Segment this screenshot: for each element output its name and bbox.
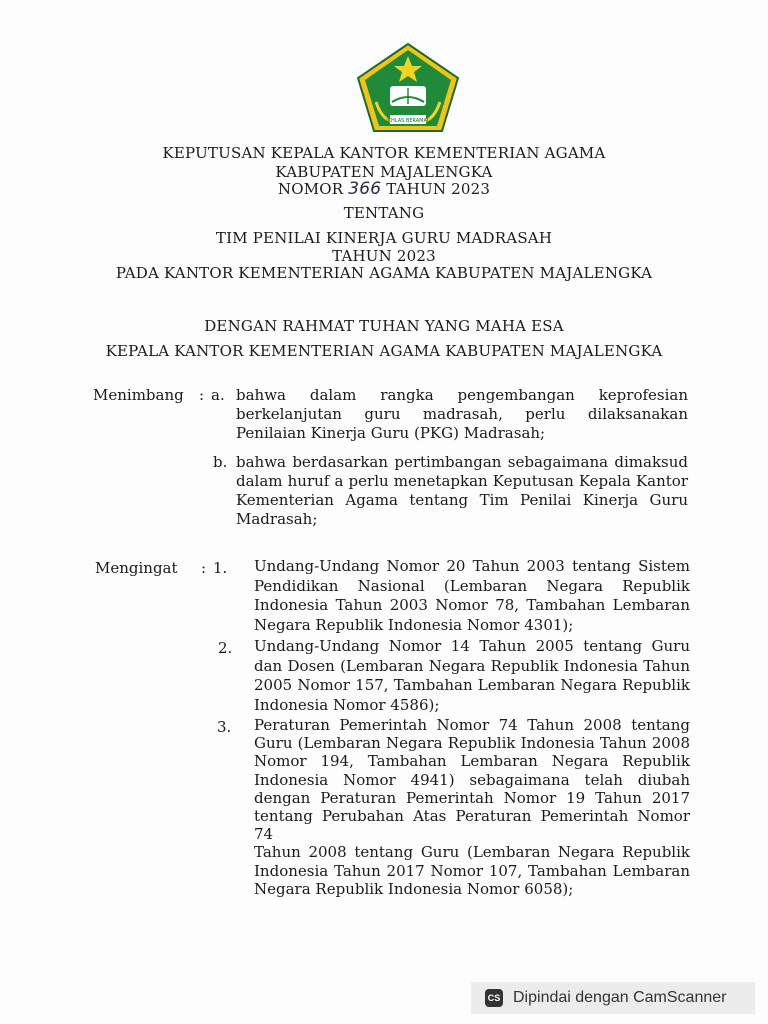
text-line: Indonesia Tahun 2017 Nomor 107, Tambahan Lembaran <box>254 861 690 880</box>
menimbang-marker-a: a. <box>211 386 225 404</box>
text-line: bahwa berdasarkan pertimbangan sebagaimana dimaksud <box>236 453 688 471</box>
kemenag-emblem-icon <box>354 42 462 134</box>
title-line-3: PADA KANTOR KEMENTERIAN AGAMA KABUPATEN MAJALENGKA <box>115 264 653 282</box>
logo-banner-text: IKHLAS BERAMAL <box>386 118 430 124</box>
text-line: Penilaian Kinerja Guru (PKG) Madrasah; <box>236 424 546 442</box>
text-line: Negara Republik Indonesia Nomor 6058); <box>254 879 574 898</box>
mengingat-colon: : <box>201 559 207 577</box>
text-line: berkelanjutan guru madrasah, perlu dilaksanakan <box>236 405 688 423</box>
nomor-line <box>0 179 768 199</box>
text-line: Negara Republik Indonesia Nomor 4301); <box>254 615 574 634</box>
text-line: Indonesia Nomor 4941) sebagaimana telah diubah <box>254 770 690 789</box>
heading-line-2: KABUPATEN MAJALENGKA <box>275 163 493 181</box>
text-line: Indonesia Nomor 4586); <box>254 695 440 714</box>
mengingat-marker-3: 3. <box>217 718 232 736</box>
menimbang-item-b <box>236 453 688 529</box>
tentang-heading: TENTANG <box>343 204 425 222</box>
kepala-line: KEPALA KANTOR KEMENTERIAN AGAMA KABUPATEN MAJALENGKA <box>105 342 663 360</box>
rahmat-line: DENGAN RAHMAT TUHAN YANG MAHA ESA <box>204 317 564 335</box>
nomor-handwritten: 366 <box>348 179 382 199</box>
text-line: Nomor 194, Tambahan Lembaran Negara Republik <box>254 752 690 771</box>
text-line: dan Dosen (Lembaran Negara Republik Indonesia Tahun <box>254 656 690 675</box>
text-line: Peraturan Pemerintah Nomor 74 Tahun 2008 tentang <box>254 716 690 734</box>
camscanner-icon: CS <box>485 989 503 1007</box>
mengingat-label: Mengingat <box>95 559 178 577</box>
menimbang-colon: : <box>199 386 205 404</box>
menimbang-label: Menimbang <box>93 386 184 404</box>
text-line: Tahun 2008 tentang Guru (Lembaran Negara Republik <box>254 843 690 862</box>
text-line: dalam huruf a perlu menetapkan Keputusan Kepala Kantor <box>236 472 688 490</box>
text-line: Undang-Undang Nomor 20 Tahun 2003 tentang Sistem <box>254 557 690 575</box>
title-line-2: TAHUN 2023 <box>332 247 436 265</box>
menimbang-item-a <box>236 386 688 443</box>
mengingat-item-2 <box>254 637 690 715</box>
text-line: Indonesia Tahun 2003 Nomor 78, Tambahan Lembaran <box>254 596 690 614</box>
text-line: Undang-Undang Nomor 14 Tahun 2005 tentang Guru <box>254 637 690 655</box>
text-line: bahwa dalam rangka pengembangan keprofesian <box>236 386 688 404</box>
text-line: 2005 Nomor 157, Tambahan Lembaran Negara Republik <box>254 676 690 694</box>
menimbang-marker-b: b. <box>213 453 228 471</box>
camscanner-watermark <box>471 982 755 1014</box>
mengingat-item-1 <box>254 557 690 635</box>
mengingat-item-3 <box>254 716 690 898</box>
camscanner-label: Dipindai dengan CamScanner <box>513 989 727 1006</box>
text-line: dengan Peraturan Pemerintah Nomor 19 Tahun 2017 <box>254 788 690 807</box>
text-line: Kementerian Agama tentang Tim Penilai Kinerja Guru <box>236 491 688 509</box>
title-line-1: TIM PENILAI KINERJA GURU MADRASAH <box>215 229 553 247</box>
nomor-suffix: TAHUN 2023 <box>386 180 491 198</box>
text-line: Pendidikan Nasional (Lembaran Negara Republik <box>254 576 690 595</box>
text-line: Guru (Lembaran Negara Republik Indonesia Tahun 2008 <box>254 734 690 753</box>
text-line: Madrasah; <box>236 510 318 528</box>
mengingat-marker-1: 1. <box>213 559 228 577</box>
heading-line-1: KEPUTUSAN KEPALA KANTOR KEMENTERIAN AGAMA <box>162 144 606 162</box>
text-line: tentang Perubahan Atas Peraturan Pemerintah Nomor 74 <box>254 807 690 844</box>
mengingat-marker-2: 2. <box>218 639 233 657</box>
nomor-prefix: NOMOR <box>277 180 344 198</box>
